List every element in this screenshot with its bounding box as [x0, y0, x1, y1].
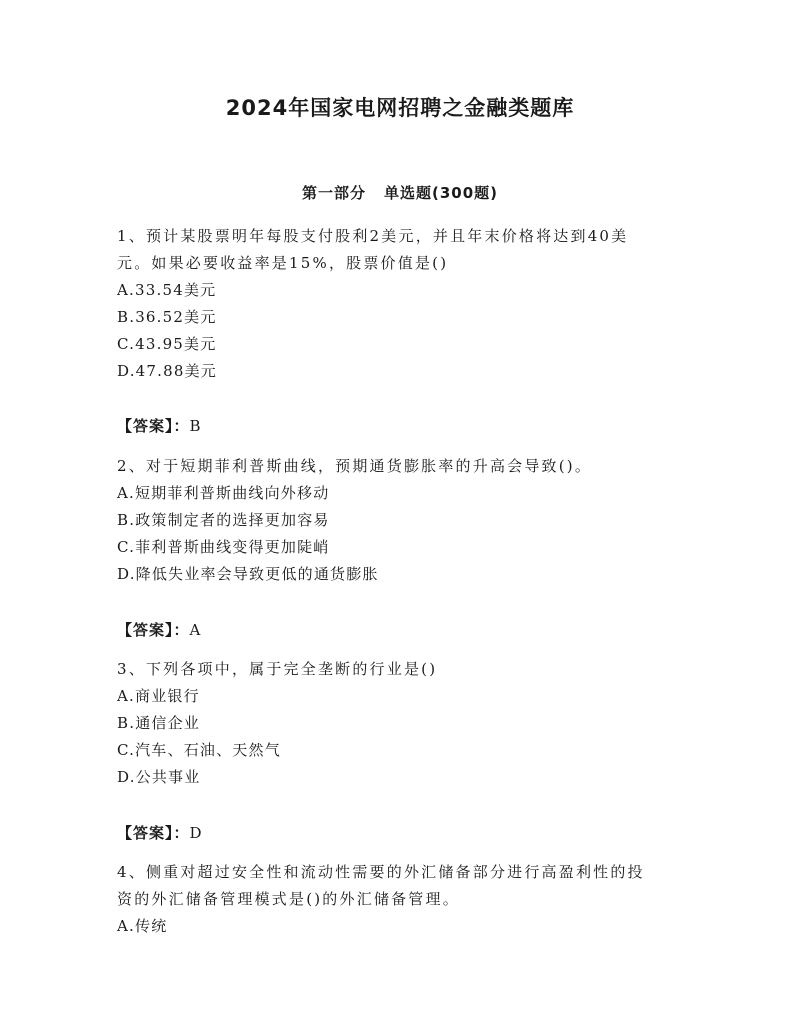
question-1	[117, 223, 687, 385]
option-a: A.传统	[117, 917, 168, 935]
question-stem-line: 元。如果必要收益率是15%，股票价值是()	[117, 254, 449, 272]
option-c: C.43.95美元	[117, 335, 217, 353]
option-c: C.汽车、石油、天然气	[117, 741, 281, 759]
question-stem	[117, 453, 687, 480]
question-stem	[117, 223, 687, 277]
question-stem	[117, 859, 687, 913]
answer-label: 【答案】：	[117, 417, 190, 435]
answer-line	[117, 617, 201, 644]
question-stem-line: 3、下列各项中，属于完全垄断的行业是()	[117, 660, 438, 678]
question-stem-line: 2、对于短期菲利普斯曲线，预期通货膨胀率的升高会导致()。	[117, 457, 593, 475]
option-d: D.公共事业	[117, 768, 201, 786]
question-2	[117, 453, 687, 588]
option-b: B.36.52美元	[117, 308, 217, 326]
answer-label: 【答案】：	[117, 824, 190, 842]
question-stem-line: 资的外汇储备管理模式是()的外汇储备管理。	[117, 890, 460, 908]
question-3	[117, 656, 687, 791]
question-stem-line: 4、侧重对超过安全性和流动性需要的外汇储备部分进行高盈利性的投	[117, 863, 645, 881]
option-c: C.菲利普斯曲线变得更加陡峭	[117, 538, 330, 556]
answer-label: 【答案】：	[117, 621, 190, 639]
option-d: D.降低失业率会导致更低的通货膨胀	[117, 565, 379, 583]
section-part-label: 第一部分	[301, 184, 366, 202]
section-type-label: 单选题(300题)	[383, 184, 499, 202]
question-4	[117, 859, 687, 940]
option-b: B.通信企业	[117, 714, 200, 732]
answer-value: D	[189, 824, 203, 842]
answer-value: B	[189, 417, 202, 435]
option-a: A.33.54美元	[117, 281, 217, 299]
answer-line	[117, 820, 203, 847]
option-a: A.短期菲利普斯曲线向外移动	[117, 484, 330, 502]
question-stem-line: 1、预计某股票明年每股支付股利2美元，并且年末价格将达到40美	[117, 227, 629, 245]
option-a: A.商业银行	[117, 687, 200, 705]
question-stem	[117, 656, 687, 683]
document-title: 2024年国家电网招聘之金融类题库	[225, 96, 575, 120]
option-b: B.政策制定者的选择更加容易	[117, 511, 330, 529]
answer-value: A	[189, 621, 202, 639]
answer-line	[117, 413, 202, 440]
section-title	[0, 182, 800, 203]
option-d: D.47.88美元	[117, 362, 218, 380]
